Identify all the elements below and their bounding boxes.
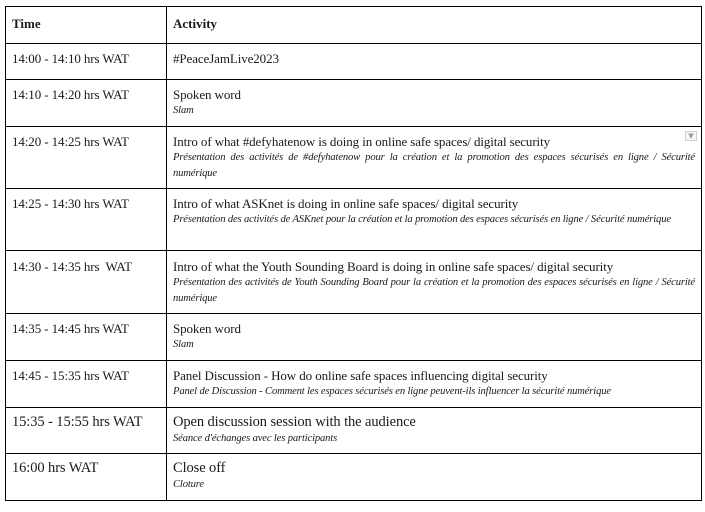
activity-french: Slam xyxy=(173,339,194,350)
activity-cell[interactable] xyxy=(167,361,702,408)
table-row xyxy=(6,251,702,314)
time-cell[interactable] xyxy=(6,189,167,251)
time-cell[interactable] xyxy=(6,127,167,189)
time-cell[interactable] xyxy=(6,251,167,314)
table-row xyxy=(6,408,702,454)
activity-cell[interactable] xyxy=(167,44,702,80)
time-cell[interactable] xyxy=(6,361,167,408)
header-cell-time xyxy=(6,7,167,44)
activity-french: Cloture xyxy=(173,479,204,490)
activity-cell[interactable] xyxy=(167,454,702,501)
table-row xyxy=(6,189,702,251)
activity-english: #PeaceJamLive2023 xyxy=(173,51,279,66)
time-text: 14:30 - 14:35 hrs WAT xyxy=(12,259,132,274)
activity-english: Close off xyxy=(173,460,226,476)
time-text: 14:45 - 15:35 hrs WAT xyxy=(12,368,129,383)
activity-french: Slam xyxy=(173,105,194,116)
activity-english: Intro of what ASKnet is doing in online safe spaces/ digital security xyxy=(173,196,519,211)
time-text: 15:35 - 15:55 hrs WAT xyxy=(12,414,143,430)
table-row xyxy=(6,44,702,80)
table-row xyxy=(6,454,702,501)
activity-english: Panel Discussion - How do online safe spaces influencing digital security xyxy=(173,368,548,383)
header-cell-activity xyxy=(167,7,702,44)
time-cell[interactable] xyxy=(6,80,167,127)
time-cell[interactable] xyxy=(6,454,167,501)
agenda-table xyxy=(5,6,702,501)
activity-cell[interactable] xyxy=(167,251,702,314)
time-cell[interactable] xyxy=(6,44,167,80)
time-text: 14:10 - 14:20 hrs WAT xyxy=(12,87,129,102)
activity-cell[interactable] xyxy=(167,189,702,251)
activity-english: Spoken word xyxy=(173,87,241,102)
activity-english: Spoken word xyxy=(173,321,241,336)
activity-cell[interactable] xyxy=(167,314,702,361)
activity-cell[interactable] xyxy=(167,80,702,127)
activity-french: Présentation des activités de Youth Sounding Board pour la création et la promotion des espaces sécurisés en ligne / Sécurité numérique xyxy=(173,277,695,304)
time-cell[interactable] xyxy=(6,408,167,454)
cell-dropdown-arrow-icon[interactable]: ▼ xyxy=(685,131,697,141)
time-text: 14:20 - 14:25 hrs WAT xyxy=(12,134,129,149)
header-time-label: Time xyxy=(12,16,41,31)
table-header-row xyxy=(6,7,702,44)
table-row xyxy=(6,314,702,361)
activity-french: Séance d'échanges avec les participants xyxy=(173,433,338,444)
header-activity-label: Activity xyxy=(173,16,218,31)
activity-french: Panel de Discussion - Comment les espaces sécurisés en ligne peuvent-ils influencer la sécurité numérique xyxy=(173,386,611,397)
time-cell[interactable] xyxy=(6,314,167,361)
activity-cell[interactable] xyxy=(167,408,702,454)
time-text: 14:00 - 14:10 hrs WAT xyxy=(12,51,129,66)
activity-french: Présentation des activités de ASKnet pour la création et la promotion des espaces sécurisés en ligne / Sécurité numérique xyxy=(173,214,671,225)
time-text: 14:25 - 14:30 hrs WAT xyxy=(12,196,129,211)
time-text: 14:35 - 14:45 hrs WAT xyxy=(12,321,129,336)
activity-english: Open discussion session with the audience xyxy=(173,414,416,430)
activity-english: Intro of what the Youth Sounding Board is doing in online safe spaces/ digital security xyxy=(173,259,614,274)
activity-cell[interactable] xyxy=(167,127,702,189)
table-row xyxy=(6,80,702,127)
time-text: 16:00 hrs WAT xyxy=(12,460,99,476)
activity-french: Présentation des activités de #defyhatenow pour la création et la promotion des espaces sécurisés en ligne / Sécurité numérique xyxy=(173,152,695,179)
activity-english: Intro of what #defyhatenow is doing in online safe spaces/ digital security xyxy=(173,134,550,149)
table-row xyxy=(6,127,702,189)
table-row xyxy=(6,361,702,408)
